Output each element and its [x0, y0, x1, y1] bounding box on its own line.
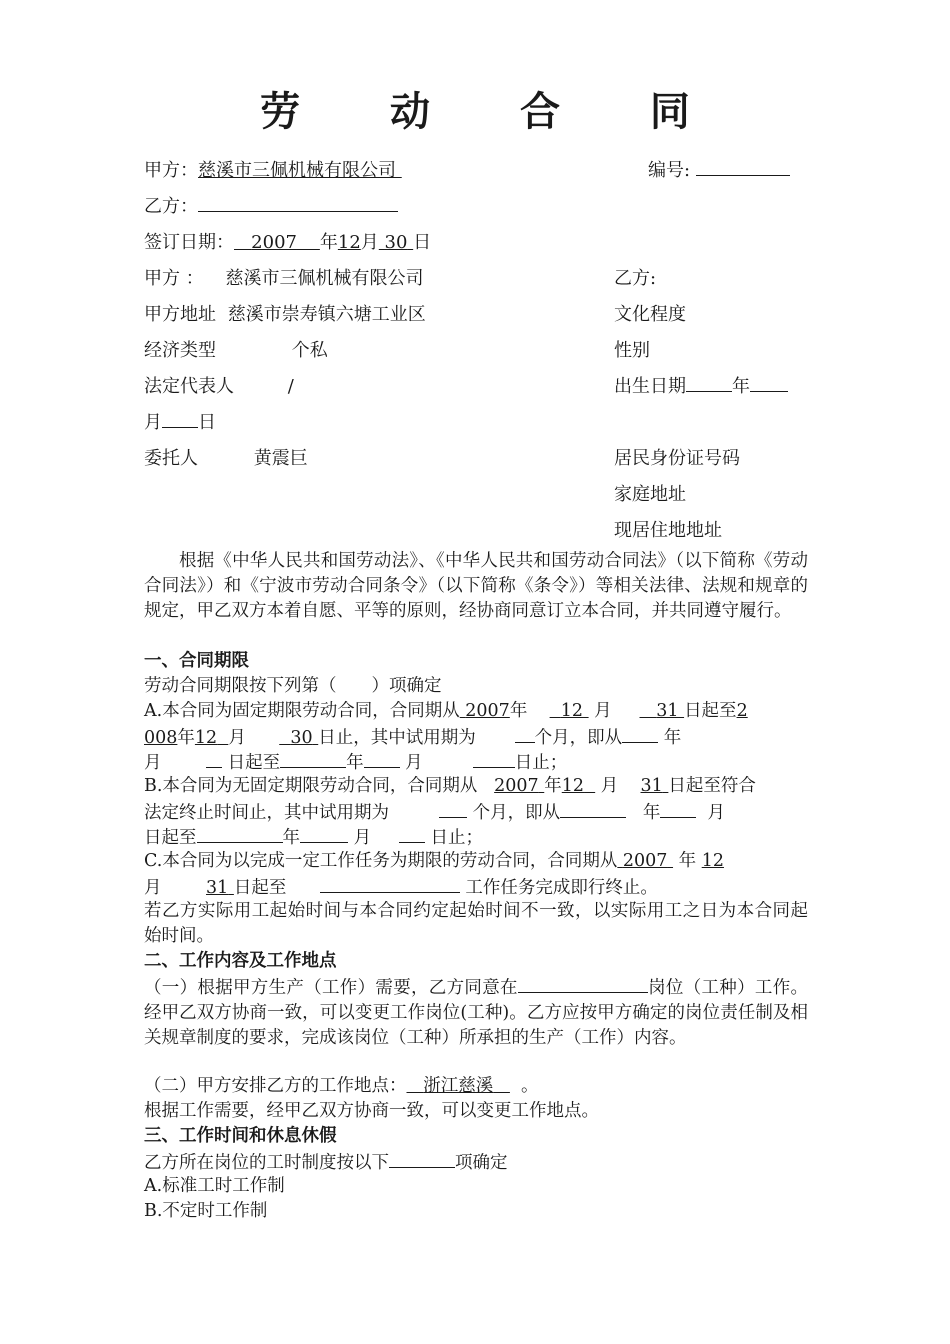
- info-gender: 性别: [614, 340, 650, 361]
- birth-month-field[interactable]: [162, 409, 198, 428]
- clause-a-day1: 31: [656, 701, 679, 721]
- work-hours-choice-field[interactable]: [389, 1149, 455, 1168]
- sign-day: 30: [384, 232, 408, 253]
- clause-b-until: 日起至符合: [668, 776, 756, 796]
- clause-a-day-end: 日止；: [514, 753, 568, 773]
- info-legal-label: 法定代表人: [144, 376, 234, 397]
- info-agent-label: 委托人: [144, 448, 198, 469]
- clause-a-month1: 12: [560, 701, 584, 721]
- section2-p2-start: （二）甲方安排乙方的工作地点：: [144, 1076, 407, 1096]
- birth-day-char: 日: [198, 412, 216, 433]
- clause-b-intro: B.本合同为无固定期限劳动合同，合同期从: [144, 776, 478, 796]
- header-party-a: [144, 156, 402, 182]
- clause-a-line3: [144, 749, 808, 776]
- clause-a-year-char-4: 年: [346, 753, 364, 773]
- birth-year-tail-field[interactable]: [750, 373, 788, 392]
- job-position-field[interactable]: [518, 974, 648, 993]
- sign-date: [144, 228, 431, 254]
- birth-month-char: 月: [144, 412, 162, 433]
- clause-a-month-char-3: 月: [144, 753, 162, 773]
- section1-choose: 劳动合同期限按下列第（ ）项确定: [144, 676, 442, 696]
- header-party-a-value: 慈溪市三佩机械有限公司: [198, 160, 396, 181]
- clause-c-day1: 31: [206, 878, 229, 898]
- clause-b-month1: 12: [561, 776, 585, 796]
- clause-c-month-char: 月: [144, 878, 162, 898]
- info-address: [144, 300, 426, 326]
- clause-a-day-to: 日起至: [227, 753, 281, 773]
- contract-number: [648, 156, 790, 182]
- sign-year-char: 年: [319, 232, 338, 253]
- info-agent: [144, 444, 308, 470]
- section3-p1-end: 项确定: [455, 1153, 508, 1173]
- header-party-b: [144, 192, 398, 218]
- clause-c-line2: [144, 874, 808, 901]
- section2-heading: 二、工作内容及工作地点: [144, 951, 337, 971]
- sign-month: 12: [337, 232, 361, 253]
- sign-year: 2007: [251, 232, 297, 253]
- info-econ: [144, 336, 328, 362]
- clause-b-year-char-2: 年: [642, 803, 661, 823]
- clause-c-task-field[interactable]: [320, 874, 460, 893]
- clause-a-month-char-2: 月: [228, 728, 246, 748]
- clause-a-month-char-4: 月: [405, 753, 423, 773]
- clause-a-year-char: 年: [509, 701, 528, 721]
- section2-p2-end: 。: [521, 1076, 539, 1096]
- clause-a-trial-month-field[interactable]: [206, 749, 222, 768]
- section2-p1-mid: 岗位（工种）: [647, 978, 755, 998]
- info-econ-value: 个私: [291, 340, 328, 361]
- header-party-b-field[interactable]: [198, 193, 398, 212]
- section2-p1: [144, 974, 808, 1051]
- work-hours-option-a: A.标准工时工作制: [144, 1176, 285, 1196]
- clause-a-year-char-3: 年: [663, 728, 682, 748]
- clause-a-trial-field[interactable]: [515, 724, 535, 743]
- clause-a-from-to: 日起至: [684, 701, 737, 721]
- clause-a-month-char: 月: [594, 701, 612, 721]
- clause-a-line1: [144, 699, 808, 724]
- info-education: 文化程度: [614, 304, 686, 325]
- clause-b-line2: [144, 799, 808, 826]
- clause-b-months-from: 个月，即从: [472, 803, 561, 823]
- clause-b-month-char-2: 月: [707, 803, 725, 823]
- clause-a-trial-end-day-field[interactable]: [473, 749, 515, 768]
- clause-b-month-char: 月: [600, 776, 619, 796]
- section1-heading: 一、合同期限: [144, 651, 249, 671]
- clause-c-year-char: 年: [678, 851, 697, 871]
- clause-b-year1: 2007: [494, 776, 539, 796]
- clause-c-intro: C.本合同为以完成一定工作任务为期限的劳动合同，合同期从: [144, 851, 618, 871]
- info-birth: [614, 372, 788, 398]
- info-residence: 现居住地地址: [614, 520, 722, 541]
- clause-a-trial-year-field[interactable]: [622, 724, 658, 743]
- sign-month-char: 月: [360, 232, 379, 253]
- clause-c-line1: [144, 849, 808, 874]
- birth-continued: [144, 408, 216, 434]
- section3-p1: [144, 1149, 808, 1176]
- section3-p1-start: 乙方所在岗位的工时制度按以下: [144, 1153, 389, 1173]
- clause-c-month1: 12: [701, 851, 724, 871]
- clause-b-day1: 31: [640, 776, 663, 796]
- intro-paragraph: 根据《中华人民共和国劳动法》、《中华人民共和国劳动合同法》（以下简称《劳动合同法》）和《宁波市劳动合同条令》（以下简称《条令》）等相关法律、法规和规章的规定，甲乙双方本着自愿、平等的原则，经协商同意订立本合同，并共同遵守履行。: [144, 551, 808, 621]
- contract-number-field[interactable]: [696, 157, 790, 176]
- clause-a-year1: 2007: [465, 701, 510, 721]
- clause-b-year-char-3: 年: [282, 828, 300, 848]
- clause-a-day2: 30: [290, 728, 313, 748]
- info-party-b: 乙方:: [614, 268, 657, 289]
- clause-b-month-char-3: 月: [353, 828, 372, 848]
- info-address-value: 慈溪市崇寿镇六塘工业区: [227, 304, 426, 325]
- clause-b-line3: [144, 824, 808, 851]
- contract-number-label: 编号:: [648, 160, 691, 181]
- clause-b-end-month-field[interactable]: [300, 824, 348, 843]
- clause-a-months-from: 个月，即从: [534, 728, 623, 748]
- birth-year-char: 年: [732, 376, 750, 397]
- clause-a-intro: A.本合同为固定期限劳动合同，合同期从: [144, 701, 460, 721]
- section3-heading: 三、工作时间和休息休假: [144, 1126, 337, 1146]
- clause-b-end-year-field[interactable]: [197, 824, 283, 843]
- clause-b-trial-year-field[interactable]: [560, 799, 626, 818]
- clause-a-trial-end-month-field[interactable]: [364, 749, 400, 768]
- clause-b-end-day-field[interactable]: [399, 824, 425, 843]
- section2-p2: [144, 1074, 808, 1099]
- info-birth-label: 出生日期: [614, 376, 686, 397]
- document-title: 劳 动 合 同: [260, 88, 728, 135]
- work-location: 浙江慈溪: [423, 1076, 494, 1096]
- info-party-a-label: 甲方 ：: [144, 268, 204, 289]
- work-hours-option-b: B.不定时工作制: [144, 1201, 268, 1221]
- info-address-label: 甲方地址: [144, 304, 216, 325]
- birth-year-field[interactable]: [686, 373, 732, 392]
- section2-p3: 根据工作需要，经甲乙双方协商一致，可以变更工作地点。: [144, 1101, 599, 1121]
- info-agent-value: 黄震巨: [253, 448, 308, 469]
- header-party-b-label: 乙方：: [144, 196, 198, 217]
- sign-date-label: 签订日期：: [144, 232, 234, 253]
- clause-c-end: 工作任务完成即行终止。: [465, 878, 658, 898]
- clause-a-to-year-part1: 2: [736, 701, 748, 721]
- clause-a-to-year-part2: 008: [144, 728, 178, 748]
- info-id: 居民身份证号码: [614, 448, 740, 469]
- clause-c-from-to: 日起至: [233, 878, 287, 898]
- clause-b-trial-field[interactable]: [439, 799, 467, 818]
- section2-p1-rest: 工作。经甲乙双方协商一致，可以变更工作岗位(工种)。乙方应按甲方确定的岗位责任制及相关规章制度的要求，完成该岗位（工种）所承担的生产（工作）内容。: [144, 978, 809, 1048]
- info-home: 家庭地址: [614, 484, 686, 505]
- info-legal: [144, 372, 294, 398]
- info-party-a-value: 慈溪市三佩机械有限公司: [225, 268, 424, 289]
- clause-c-year1: 2007: [622, 851, 668, 871]
- header-party-a-label: 甲方：: [144, 160, 198, 181]
- info-party-a: [144, 264, 423, 290]
- clause-b-year-char: 年: [544, 776, 562, 796]
- section2-p1-start: （一）根据甲方生产（工作）需要，乙方同意在: [144, 978, 518, 998]
- clause-b-trial-month-field[interactable]: [660, 799, 696, 818]
- section1-note: 若乙方实际用工起始时间与本合同约定起始时间不一致，以实际用工之日为本合同起始时间。: [144, 901, 808, 946]
- clause-a-trial-end-year-field[interactable]: [280, 749, 346, 768]
- clause-b-day-end: 日止；: [430, 828, 483, 848]
- clause-b-day-to: 日起至: [144, 828, 197, 848]
- clause-a-year-char-2: 年: [177, 728, 195, 748]
- clause-a-month2: 12: [194, 728, 218, 748]
- clause-a-end: 日止，其中试用期为: [318, 728, 476, 748]
- sign-day-char: 日: [413, 232, 432, 253]
- clause-b-trial: 法定终止时间止，其中试用期为: [144, 803, 389, 823]
- clause-b-line1: [144, 774, 808, 799]
- clause-a-line2: [144, 724, 808, 751]
- info-legal-value: /: [287, 376, 294, 397]
- info-econ-label: 经济类型: [144, 340, 216, 361]
